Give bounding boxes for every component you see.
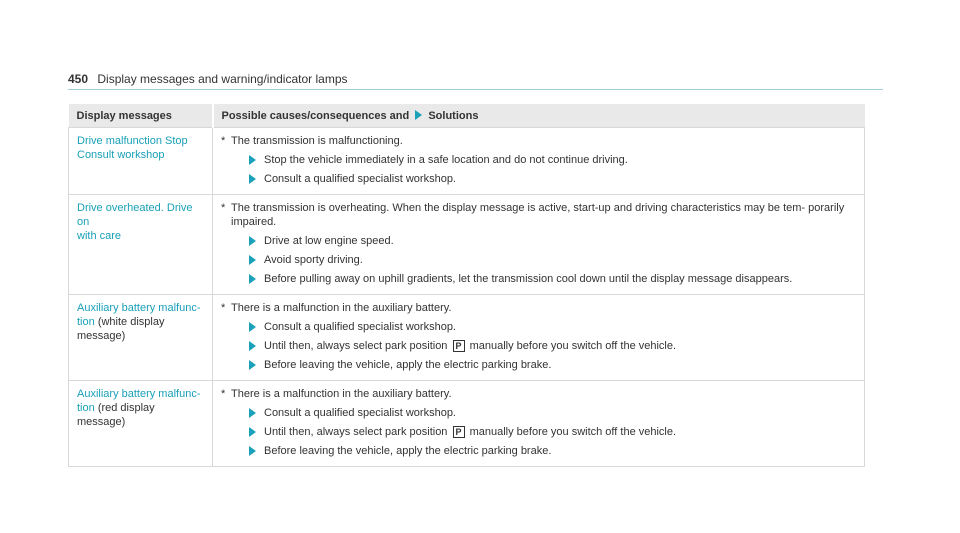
message-note: (red display message) bbox=[77, 402, 155, 428]
message-cell bbox=[69, 295, 213, 381]
cause-text: The transmission is overheating. When the display message is active, start-up and driving characteristics may be tem- porarily impaired. bbox=[231, 202, 845, 228]
action-text: Before pulling away on uphill gradients, let the transmission cool down until the display message disappears. bbox=[264, 273, 793, 285]
cause-text: There is a malfunction in the auxiliary battery. bbox=[231, 302, 452, 314]
message-name-cont: tion bbox=[77, 316, 95, 328]
table-row bbox=[69, 295, 865, 381]
message-name: Auxiliary battery malfunc- bbox=[77, 302, 201, 314]
column-header-display-messages: Display messages bbox=[69, 104, 213, 128]
message-name-cont: with care bbox=[77, 230, 122, 242]
cause-item bbox=[221, 201, 856, 229]
cause-item bbox=[221, 301, 856, 315]
display-messages-table bbox=[68, 104, 865, 467]
action-text: Avoid sporty driving. bbox=[264, 254, 363, 266]
arrow-right-icon bbox=[249, 322, 256, 332]
action-text: Consult a qualified specialist workshop. bbox=[264, 407, 456, 419]
page-header bbox=[68, 72, 348, 86]
action-item bbox=[221, 272, 856, 286]
action-text-part1: Until then, always select park position bbox=[264, 340, 448, 352]
action-text-part2: manually before you switch off the vehicle. bbox=[469, 426, 677, 438]
message-name-cont: Consult workshop bbox=[77, 149, 165, 161]
asterisk-icon: * bbox=[221, 202, 226, 214]
message-name: Drive overheated. Drive on bbox=[77, 202, 193, 228]
asterisk-icon: * bbox=[221, 388, 226, 400]
asterisk-icon: * bbox=[221, 302, 226, 314]
arrow-right-icon bbox=[249, 174, 256, 184]
arrow-right-icon bbox=[249, 341, 256, 351]
page-title: Display messages and warning/indicator lamps bbox=[97, 72, 348, 86]
park-position-icon: P bbox=[453, 426, 465, 438]
column-header-causes-solutions bbox=[213, 104, 865, 128]
cause-text: The transmission is malfunctioning. bbox=[231, 135, 403, 147]
arrow-right-icon bbox=[249, 236, 256, 246]
action-item bbox=[221, 320, 856, 334]
arrow-right-icon bbox=[249, 274, 256, 284]
action-item bbox=[221, 253, 856, 267]
solution-cell bbox=[213, 128, 865, 195]
message-cell bbox=[69, 381, 213, 467]
cause-item bbox=[221, 134, 856, 148]
arrow-right-icon bbox=[249, 427, 256, 437]
arrow-right-icon bbox=[249, 446, 256, 456]
arrow-right-icon bbox=[249, 408, 256, 418]
action-text bbox=[264, 339, 676, 353]
asterisk-icon: * bbox=[221, 135, 226, 147]
header-divider bbox=[68, 89, 883, 90]
action-item bbox=[221, 153, 856, 167]
solution-cell bbox=[213, 195, 865, 295]
message-cell bbox=[69, 195, 213, 295]
message-name: Auxiliary battery malfunc- bbox=[77, 388, 201, 400]
action-text bbox=[264, 425, 676, 439]
solution-cell bbox=[213, 295, 865, 381]
table-row bbox=[69, 128, 865, 195]
header-causes-label: Possible causes/consequences and bbox=[221, 109, 410, 122]
message-note: (white display message) bbox=[77, 316, 165, 342]
action-text: Drive at low engine speed. bbox=[264, 235, 394, 247]
table-header-row bbox=[69, 104, 865, 128]
message-name-line2 bbox=[77, 401, 204, 429]
message-cell bbox=[69, 128, 213, 195]
table-row bbox=[69, 195, 865, 295]
action-item bbox=[221, 444, 856, 458]
park-position-icon: P bbox=[453, 340, 465, 352]
action-item bbox=[221, 234, 856, 248]
arrow-right-icon bbox=[415, 110, 422, 120]
action-text: Before leaving the vehicle, apply the electric parking brake. bbox=[264, 445, 552, 457]
action-item bbox=[221, 339, 856, 353]
arrow-right-icon bbox=[249, 360, 256, 370]
action-item bbox=[221, 425, 856, 439]
message-name-line2 bbox=[77, 315, 204, 343]
page-number: 450 bbox=[68, 72, 89, 86]
action-text: Stop the vehicle immediately in a safe location and do not continue driving. bbox=[264, 154, 628, 166]
cause-item bbox=[221, 387, 856, 401]
action-text: Consult a qualified specialist workshop. bbox=[264, 321, 456, 333]
arrow-right-icon bbox=[249, 255, 256, 265]
cause-text: There is a malfunction in the auxiliary battery. bbox=[231, 388, 452, 400]
action-text: Before leaving the vehicle, apply the electric parking brake. bbox=[264, 359, 552, 371]
solution-cell bbox=[213, 381, 865, 467]
action-item bbox=[221, 406, 856, 420]
message-name-cont: tion bbox=[77, 402, 95, 414]
action-text-part2: manually before you switch off the vehicle. bbox=[469, 340, 677, 352]
arrow-right-icon bbox=[249, 155, 256, 165]
action-text-part1: Until then, always select park position bbox=[264, 426, 448, 438]
table-row bbox=[69, 381, 865, 467]
action-item bbox=[221, 358, 856, 372]
action-text: Consult a qualified specialist workshop. bbox=[264, 173, 456, 185]
message-name: Drive malfunction Stop bbox=[77, 135, 188, 147]
header-solutions-label: Solutions bbox=[428, 109, 479, 122]
action-item bbox=[221, 172, 856, 186]
